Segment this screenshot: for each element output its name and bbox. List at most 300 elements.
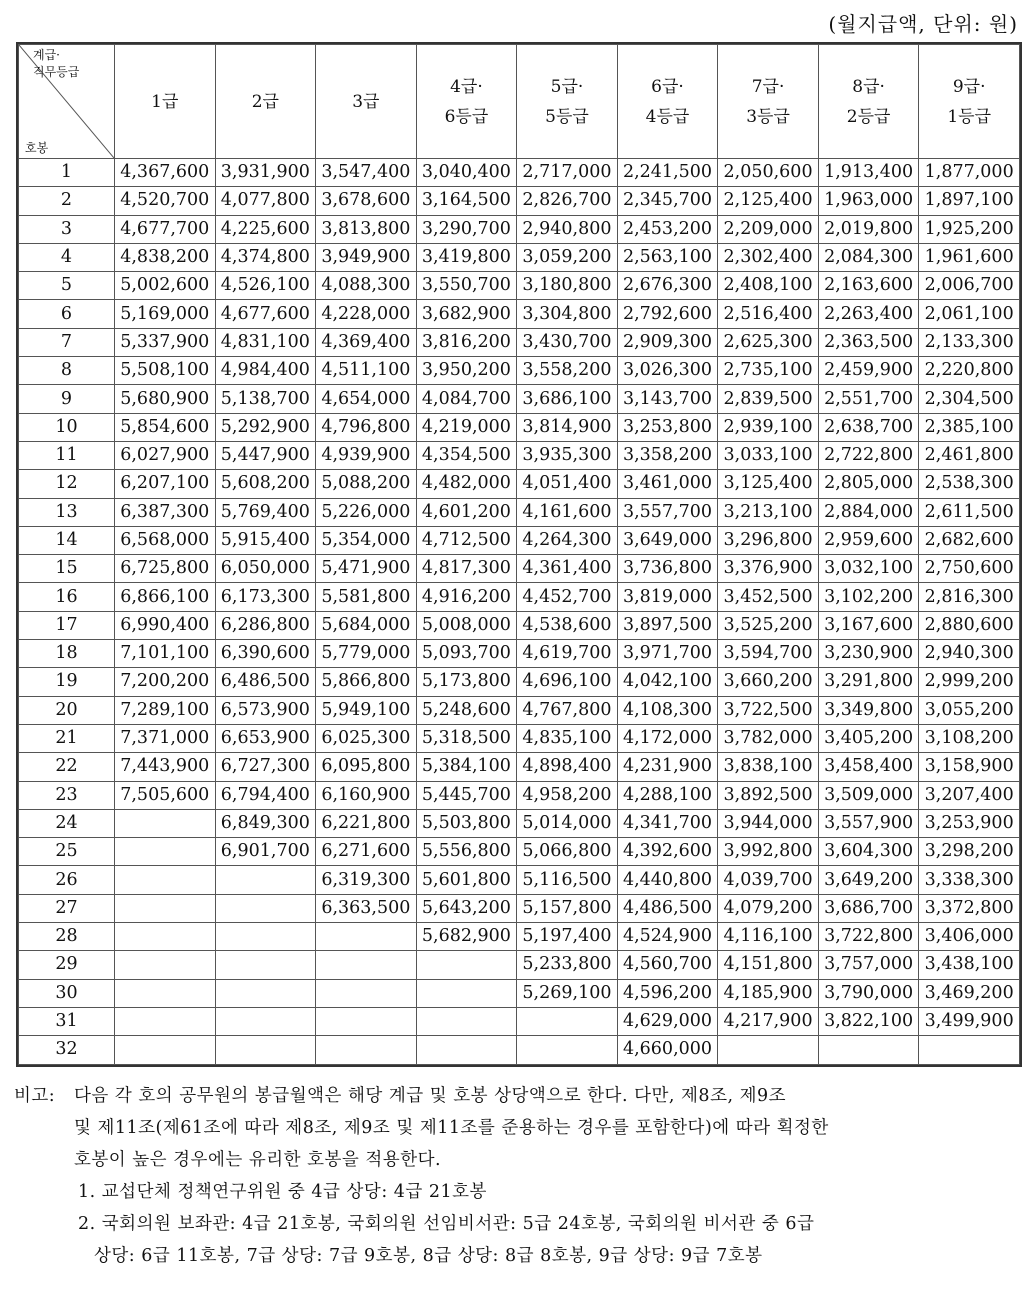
salary-cell: 4,696,100	[517, 668, 618, 696]
salary-cell: 3,253,900	[919, 809, 1020, 837]
salary-cell: 4,526,100	[215, 272, 316, 300]
step-cell: 32	[19, 1036, 115, 1064]
salary-cell: 2,638,700	[818, 413, 919, 441]
salary-cell: 5,169,000	[115, 300, 216, 328]
step-cell: 12	[19, 470, 115, 498]
salary-cell: 2,453,200	[617, 215, 718, 243]
salary-cell: 3,604,300	[818, 838, 919, 866]
step-cell: 15	[19, 555, 115, 583]
salary-cell: 6,387,300	[115, 498, 216, 526]
salary-cell: 2,611,500	[919, 498, 1020, 526]
salary-cell: 2,459,900	[818, 357, 919, 385]
salary-cell: 3,461,000	[617, 470, 718, 498]
salary-cell: 4,838,200	[115, 243, 216, 271]
salary-cell: 2,735,100	[718, 357, 819, 385]
step-cell: 13	[19, 498, 115, 526]
table-body	[19, 159, 1020, 1065]
salary-cell: 1,925,200	[919, 215, 1020, 243]
notes-section	[14, 1080, 1018, 1272]
salary-cell: 2,061,100	[919, 300, 1020, 328]
table-row	[19, 215, 1020, 243]
table-row	[19, 441, 1020, 469]
salary-cell: 3,819,000	[617, 583, 718, 611]
salary-cell: 3,649,200	[818, 866, 919, 894]
salary-cell: 4,392,600	[617, 838, 718, 866]
salary-cell: 6,095,800	[316, 753, 417, 781]
table-row	[19, 159, 1020, 187]
salary-cell	[215, 1036, 316, 1064]
salary-cell	[517, 1007, 618, 1035]
salary-cell: 2,461,800	[919, 441, 1020, 469]
salary-cell	[215, 979, 316, 1007]
salary-cell	[919, 1036, 1020, 1064]
salary-cell: 5,503,800	[416, 809, 517, 837]
table-row	[19, 640, 1020, 668]
salary-cell: 6,221,800	[316, 809, 417, 837]
salary-cell: 6,271,600	[316, 838, 417, 866]
salary-cell: 3,406,000	[919, 923, 1020, 951]
salary-cell: 7,443,900	[115, 753, 216, 781]
salary-cell: 4,354,500	[416, 441, 517, 469]
table-row	[19, 923, 1020, 951]
salary-cell: 3,291,800	[818, 668, 919, 696]
salary-cell: 3,125,400	[718, 470, 819, 498]
salary-cell: 2,805,000	[818, 470, 919, 498]
salary-cell: 2,625,300	[718, 328, 819, 356]
table-row	[19, 838, 1020, 866]
table-row	[19, 724, 1020, 752]
salary-cell: 3,349,800	[818, 696, 919, 724]
step-cell: 7	[19, 328, 115, 356]
salary-cell: 3,557,900	[818, 809, 919, 837]
salary-cell: 6,568,000	[115, 526, 216, 554]
step-cell: 16	[19, 583, 115, 611]
salary-cell: 3,376,900	[718, 555, 819, 583]
corner-header	[19, 45, 115, 159]
salary-cell: 4,817,300	[416, 555, 517, 583]
salary-cell: 4,654,000	[316, 385, 417, 413]
salary-cell: 6,050,000	[215, 555, 316, 583]
salary-cell: 3,108,200	[919, 724, 1020, 752]
salary-cell: 5,269,100	[517, 979, 618, 1007]
salary-cell: 3,230,900	[818, 640, 919, 668]
salary-cell	[115, 951, 216, 979]
salary-cell: 3,213,100	[718, 498, 819, 526]
salary-cell: 3,950,200	[416, 357, 517, 385]
salary-cell: 4,984,400	[215, 357, 316, 385]
salary-cell: 6,286,800	[215, 611, 316, 639]
step-cell: 25	[19, 838, 115, 866]
salary-cell: 2,999,200	[919, 668, 1020, 696]
salary-cell: 2,682,600	[919, 526, 1020, 554]
salary-cell	[115, 894, 216, 922]
salary-cell: 4,084,700	[416, 385, 517, 413]
table-row	[19, 187, 1020, 215]
salary-cell: 3,686,100	[517, 385, 618, 413]
table-row	[19, 866, 1020, 894]
salary-cell: 3,949,900	[316, 243, 417, 271]
salary-cell: 4,161,600	[517, 498, 618, 526]
salary-cell	[316, 1036, 417, 1064]
salary-cell: 6,573,900	[215, 696, 316, 724]
salary-cell: 6,363,500	[316, 894, 417, 922]
step-cell: 20	[19, 696, 115, 724]
salary-cell: 3,547,400	[316, 159, 417, 187]
salary-cell: 5,680,900	[115, 385, 216, 413]
salary-cell: 4,219,000	[416, 413, 517, 441]
step-cell: 28	[19, 923, 115, 951]
salary-cell: 4,831,100	[215, 328, 316, 356]
salary-cell: 3,992,800	[718, 838, 819, 866]
step-cell: 21	[19, 724, 115, 752]
salary-cell: 3,897,500	[617, 611, 718, 639]
corner-bottom-label: 호봉	[25, 141, 49, 155]
salary-cell: 4,677,700	[115, 215, 216, 243]
salary-cell: 4,288,100	[617, 781, 718, 809]
salary-cell: 4,619,700	[517, 640, 618, 668]
salary-cell: 3,557,700	[617, 498, 718, 526]
salary-cell: 4,225,600	[215, 215, 316, 243]
salary-cell	[316, 951, 417, 979]
table-row	[19, 272, 1020, 300]
salary-cell: 3,525,200	[718, 611, 819, 639]
salary-cell	[115, 809, 216, 837]
column-header: 4급· 6등급	[416, 45, 517, 159]
salary-cell: 5,682,900	[416, 923, 517, 951]
salary-cell: 3,102,200	[818, 583, 919, 611]
salary-cell: 4,712,500	[416, 526, 517, 554]
salary-cell: 2,302,400	[718, 243, 819, 271]
salary-cell: 2,084,300	[818, 243, 919, 271]
salary-cell: 2,909,300	[617, 328, 718, 356]
salary-cell: 5,066,800	[517, 838, 618, 866]
table-row	[19, 300, 1020, 328]
salary-cell: 5,157,800	[517, 894, 618, 922]
salary-cell: 2,884,000	[818, 498, 919, 526]
salary-cell: 3,167,600	[818, 611, 919, 639]
table-row	[19, 753, 1020, 781]
step-cell: 24	[19, 809, 115, 837]
salary-cell: 7,289,100	[115, 696, 216, 724]
salary-cell: 3,430,700	[517, 328, 618, 356]
salary-cell: 3,660,200	[718, 668, 819, 696]
salary-cell: 3,822,100	[818, 1007, 919, 1035]
salary-cell: 3,055,200	[919, 696, 1020, 724]
salary-cell: 4,042,100	[617, 668, 718, 696]
salary-cell: 4,835,100	[517, 724, 618, 752]
salary-cell: 2,220,800	[919, 357, 1020, 385]
salary-cell: 6,025,300	[316, 724, 417, 752]
table-row	[19, 1036, 1020, 1064]
salary-cell: 3,338,300	[919, 866, 1020, 894]
salary-cell: 5,684,000	[316, 611, 417, 639]
step-cell: 3	[19, 215, 115, 243]
salary-cell: 3,059,200	[517, 243, 618, 271]
salary-cell: 6,866,100	[115, 583, 216, 611]
salary-cell: 5,866,800	[316, 668, 417, 696]
salary-cell: 4,767,800	[517, 696, 618, 724]
salary-cell: 5,445,700	[416, 781, 517, 809]
salary-cell: 4,172,000	[617, 724, 718, 752]
table-row	[19, 979, 1020, 1007]
salary-cell: 3,180,800	[517, 272, 618, 300]
table-row	[19, 668, 1020, 696]
step-cell: 18	[19, 640, 115, 668]
salary-cell: 3,757,000	[818, 951, 919, 979]
salary-cell: 2,050,600	[718, 159, 819, 187]
salary-cell: 3,838,100	[718, 753, 819, 781]
table-row	[19, 1007, 1020, 1035]
salary-cell: 3,736,800	[617, 555, 718, 583]
step-cell: 14	[19, 526, 115, 554]
salary-cell: 5,581,800	[316, 583, 417, 611]
salary-cell: 5,002,600	[115, 272, 216, 300]
salary-cell: 3,290,700	[416, 215, 517, 243]
salary-cell: 5,556,800	[416, 838, 517, 866]
salary-cell: 5,769,400	[215, 498, 316, 526]
salary-cell: 5,173,800	[416, 668, 517, 696]
salary-cell: 4,511,100	[316, 357, 417, 385]
notes-item-2a: 2. 국회의원 보좌관: 4급 21호봉, 국회의원 선임비서관: 5급 24호봉, 국회의원 비서관 중 6급	[78, 1214, 815, 1234]
salary-cell: 6,901,700	[215, 838, 316, 866]
salary-cell: 4,486,500	[617, 894, 718, 922]
salary-cell: 3,649,000	[617, 526, 718, 554]
salary-cell: 6,173,300	[215, 583, 316, 611]
salary-cell: 2,385,100	[919, 413, 1020, 441]
step-cell: 5	[19, 272, 115, 300]
salary-cell: 3,678,600	[316, 187, 417, 215]
salary-cell: 4,601,200	[416, 498, 517, 526]
table-row	[19, 696, 1020, 724]
salary-cell: 6,390,600	[215, 640, 316, 668]
salary-cell: 4,596,200	[617, 979, 718, 1007]
column-header: 1급	[115, 45, 216, 159]
table-header-row	[19, 45, 1020, 159]
salary-cell: 4,369,400	[316, 328, 417, 356]
column-header: 2급	[215, 45, 316, 159]
salary-cell: 6,725,800	[115, 555, 216, 583]
salary-cell: 5,197,400	[517, 923, 618, 951]
salary-cell: 5,233,800	[517, 951, 618, 979]
salary-cell: 4,538,600	[517, 611, 618, 639]
column-header: 5급· 5등급	[517, 45, 618, 159]
salary-cell: 5,093,700	[416, 640, 517, 668]
salary-cell: 5,116,500	[517, 866, 618, 894]
salary-cell: 4,796,800	[316, 413, 417, 441]
salary-cell: 3,372,800	[919, 894, 1020, 922]
salary-cell: 3,935,300	[517, 441, 618, 469]
salary-cell: 2,538,300	[919, 470, 1020, 498]
salary-cell: 3,594,700	[718, 640, 819, 668]
salary-cell: 2,209,000	[718, 215, 819, 243]
notes-line-3: 호봉이 높은 경우에는 유리한 호봉을 적용한다.	[74, 1150, 442, 1170]
salary-cell: 4,677,600	[215, 300, 316, 328]
column-header: 6급· 4등급	[617, 45, 718, 159]
salary-cell: 3,298,200	[919, 838, 1020, 866]
table-row	[19, 385, 1020, 413]
salary-cell: 3,499,900	[919, 1007, 1020, 1035]
salary-cell: 1,877,000	[919, 159, 1020, 187]
table-row	[19, 328, 1020, 356]
salary-cell	[316, 979, 417, 1007]
salary-cell: 5,447,900	[215, 441, 316, 469]
salary-cell: 6,727,300	[215, 753, 316, 781]
salary-cell: 2,940,300	[919, 640, 1020, 668]
salary-cell: 3,032,100	[818, 555, 919, 583]
salary-cell: 3,458,400	[818, 753, 919, 781]
salary-cell: 3,296,800	[718, 526, 819, 554]
salary-cell: 3,405,200	[818, 724, 919, 752]
salary-cell: 3,816,200	[416, 328, 517, 356]
salary-cell: 5,508,100	[115, 357, 216, 385]
salary-cell	[517, 1036, 618, 1064]
step-cell: 17	[19, 611, 115, 639]
salary-cell	[115, 866, 216, 894]
salary-cell: 5,608,200	[215, 470, 316, 498]
salary-cell: 4,051,400	[517, 470, 618, 498]
step-cell: 8	[19, 357, 115, 385]
salary-table-container	[16, 42, 1022, 1067]
salary-cell: 1,897,100	[919, 187, 1020, 215]
step-cell: 19	[19, 668, 115, 696]
notes-line-1: 다음 각 호의 공무원의 봉급월액은 해당 계급 및 호봉 상당액으로 한다. 다만, 제8조, 제9조	[74, 1086, 787, 1106]
notes-item-2b: 상당: 6급 11호봉, 7급 상당: 7급 9호봉, 8급 상당: 8급 8호봉, 9급 상당: 9급 7호봉	[94, 1246, 763, 1266]
salary-table	[18, 44, 1020, 1065]
salary-cell: 3,558,200	[517, 357, 618, 385]
salary-cell: 2,792,600	[617, 300, 718, 328]
salary-cell: 4,217,900	[718, 1007, 819, 1035]
step-cell: 27	[19, 894, 115, 922]
salary-cell	[215, 951, 316, 979]
salary-cell: 6,794,400	[215, 781, 316, 809]
salary-cell: 2,722,800	[818, 441, 919, 469]
salary-cell: 4,440,800	[617, 866, 718, 894]
column-header: 8급· 2등급	[818, 45, 919, 159]
table-row	[19, 357, 1020, 385]
salary-cell: 3,686,700	[818, 894, 919, 922]
salary-cell: 1,961,600	[919, 243, 1020, 271]
step-cell: 23	[19, 781, 115, 809]
salary-cell	[416, 1007, 517, 1035]
salary-cell: 3,682,900	[416, 300, 517, 328]
salary-cell	[115, 1036, 216, 1064]
salary-cell	[215, 1007, 316, 1035]
salary-cell: 3,419,800	[416, 243, 517, 271]
salary-cell: 4,108,300	[617, 696, 718, 724]
salary-cell: 3,469,200	[919, 979, 1020, 1007]
salary-cell: 4,482,000	[416, 470, 517, 498]
salary-cell: 3,931,900	[215, 159, 316, 187]
salary-cell: 2,939,100	[718, 413, 819, 441]
salary-cell: 4,560,700	[617, 951, 718, 979]
salary-cell: 3,971,700	[617, 640, 718, 668]
salary-cell: 7,505,600	[115, 781, 216, 809]
salary-cell	[115, 979, 216, 1007]
salary-cell	[316, 923, 417, 951]
salary-cell: 4,088,300	[316, 272, 417, 300]
table-row	[19, 498, 1020, 526]
salary-cell: 4,939,900	[316, 441, 417, 469]
salary-cell: 5,915,400	[215, 526, 316, 554]
salary-cell: 4,374,800	[215, 243, 316, 271]
salary-cell: 6,207,100	[115, 470, 216, 498]
salary-cell	[416, 951, 517, 979]
salary-cell: 6,849,300	[215, 809, 316, 837]
salary-cell: 4,367,600	[115, 159, 216, 187]
salary-cell: 4,228,000	[316, 300, 417, 328]
salary-cell: 4,629,000	[617, 1007, 718, 1035]
salary-cell: 2,125,400	[718, 187, 819, 215]
salary-cell: 2,717,000	[517, 159, 618, 187]
table-row	[19, 413, 1020, 441]
salary-cell: 2,959,600	[818, 526, 919, 554]
salary-cell: 5,643,200	[416, 894, 517, 922]
salary-cell: 2,551,700	[818, 385, 919, 413]
salary-cell	[215, 923, 316, 951]
table-row	[19, 583, 1020, 611]
salary-cell: 2,345,700	[617, 187, 718, 215]
step-cell: 6	[19, 300, 115, 328]
salary-cell: 3,158,900	[919, 753, 1020, 781]
salary-cell: 4,079,200	[718, 894, 819, 922]
step-cell: 29	[19, 951, 115, 979]
salary-cell: 2,019,800	[818, 215, 919, 243]
table-row	[19, 781, 1020, 809]
salary-cell: 2,750,600	[919, 555, 1020, 583]
salary-cell: 5,138,700	[215, 385, 316, 413]
salary-cell: 4,660,000	[617, 1036, 718, 1064]
step-cell: 31	[19, 1007, 115, 1035]
unit-note: (월지급액, 단위: 원)	[828, 12, 1018, 36]
salary-cell: 5,014,000	[517, 809, 618, 837]
salary-cell: 2,563,100	[617, 243, 718, 271]
table-row	[19, 526, 1020, 554]
salary-cell: 5,248,600	[416, 696, 517, 724]
salary-cell: 2,839,500	[718, 385, 819, 413]
salary-cell: 6,653,900	[215, 724, 316, 752]
table-row	[19, 951, 1020, 979]
step-cell: 26	[19, 866, 115, 894]
salary-cell: 1,963,000	[818, 187, 919, 215]
salary-cell	[818, 1036, 919, 1064]
salary-cell: 5,008,000	[416, 611, 517, 639]
salary-cell: 4,151,800	[718, 951, 819, 979]
salary-cell: 4,077,800	[215, 187, 316, 215]
salary-cell: 6,160,900	[316, 781, 417, 809]
salary-cell: 4,341,700	[617, 809, 718, 837]
salary-cell: 6,486,500	[215, 668, 316, 696]
step-cell: 11	[19, 441, 115, 469]
salary-cell: 2,263,400	[818, 300, 919, 328]
salary-cell: 3,813,800	[316, 215, 417, 243]
table-row	[19, 809, 1020, 837]
salary-cell: 2,880,600	[919, 611, 1020, 639]
salary-cell: 5,854,600	[115, 413, 216, 441]
salary-cell: 5,337,900	[115, 328, 216, 356]
salary-cell: 2,826,700	[517, 187, 618, 215]
salary-cell: 3,253,800	[617, 413, 718, 441]
salary-cell: 3,550,700	[416, 272, 517, 300]
salary-cell: 7,101,100	[115, 640, 216, 668]
salary-cell	[115, 1007, 216, 1035]
salary-cell: 5,292,900	[215, 413, 316, 441]
salary-cell: 6,319,300	[316, 866, 417, 894]
salary-cell: 5,471,900	[316, 555, 417, 583]
salary-cell: 5,601,800	[416, 866, 517, 894]
salary-cell	[215, 894, 316, 922]
salary-cell: 3,782,000	[718, 724, 819, 752]
salary-cell: 3,207,400	[919, 781, 1020, 809]
